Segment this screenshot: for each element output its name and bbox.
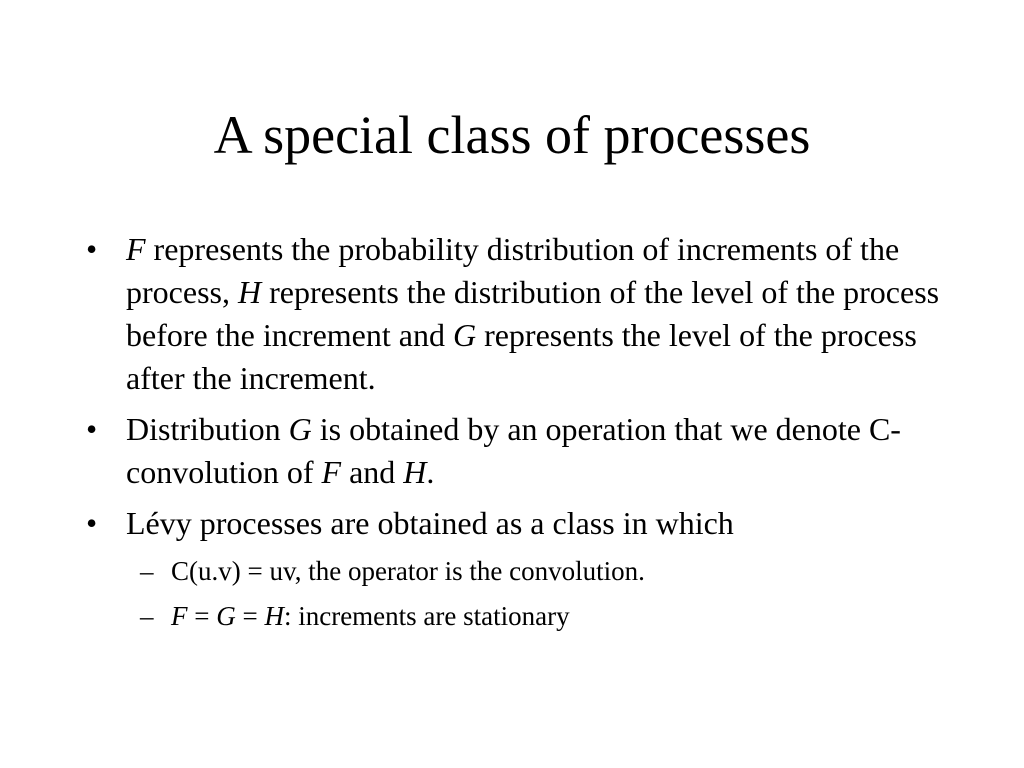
- symbol-G: G: [452, 317, 477, 353]
- symbol-H: H: [403, 454, 427, 490]
- bullet-text: represents the level of the process after the increment.: [126, 317, 917, 396]
- bullet-item-1: [0, 228, 1024, 400]
- symbol-H: H: [264, 601, 284, 631]
- bullet-item-3: [0, 502, 1024, 545]
- subbullet-text: =: [235, 601, 265, 631]
- bullet-item-2: [0, 408, 1024, 494]
- subbullet-marker: –: [140, 556, 154, 586]
- bullet-text: represents the distribution of the level of the process before the increment and: [126, 274, 940, 353]
- bullet-list: [0, 228, 1024, 643]
- subbullet-text: : increments are stationary: [283, 601, 570, 631]
- symbol-H: H: [237, 274, 262, 310]
- bullet-text: Lévy processes are obtained as a class in which: [126, 505, 734, 541]
- bullet-text: is obtained by an operation that we denote C-convolution of: [126, 411, 901, 490]
- slide-title: A special class of processes: [213, 105, 811, 165]
- bullet-marker: •: [86, 411, 98, 447]
- bullet-text: .: [426, 454, 435, 490]
- symbol-F: F: [321, 454, 342, 490]
- subbullet-marker: –: [140, 601, 154, 631]
- bullet-marker: •: [86, 231, 98, 267]
- bullet-text: represents the probability distribution of increments of the process,: [126, 231, 900, 310]
- bullet-marker: •: [86, 505, 98, 541]
- bullet-text: Distribution: [126, 411, 289, 447]
- subbullet-text: C(u.v) = uv, the operator is the convolution.: [171, 556, 645, 586]
- symbol-F: F: [171, 601, 188, 631]
- symbol-F: F: [126, 231, 146, 267]
- bullet-text: and: [341, 454, 404, 490]
- symbol-G: G: [288, 411, 312, 447]
- subbullet-item-2: [0, 598, 1024, 634]
- subbullet-text: =: [187, 601, 217, 631]
- subbullet-item-1: [0, 553, 1024, 589]
- symbol-G: G: [216, 601, 236, 631]
